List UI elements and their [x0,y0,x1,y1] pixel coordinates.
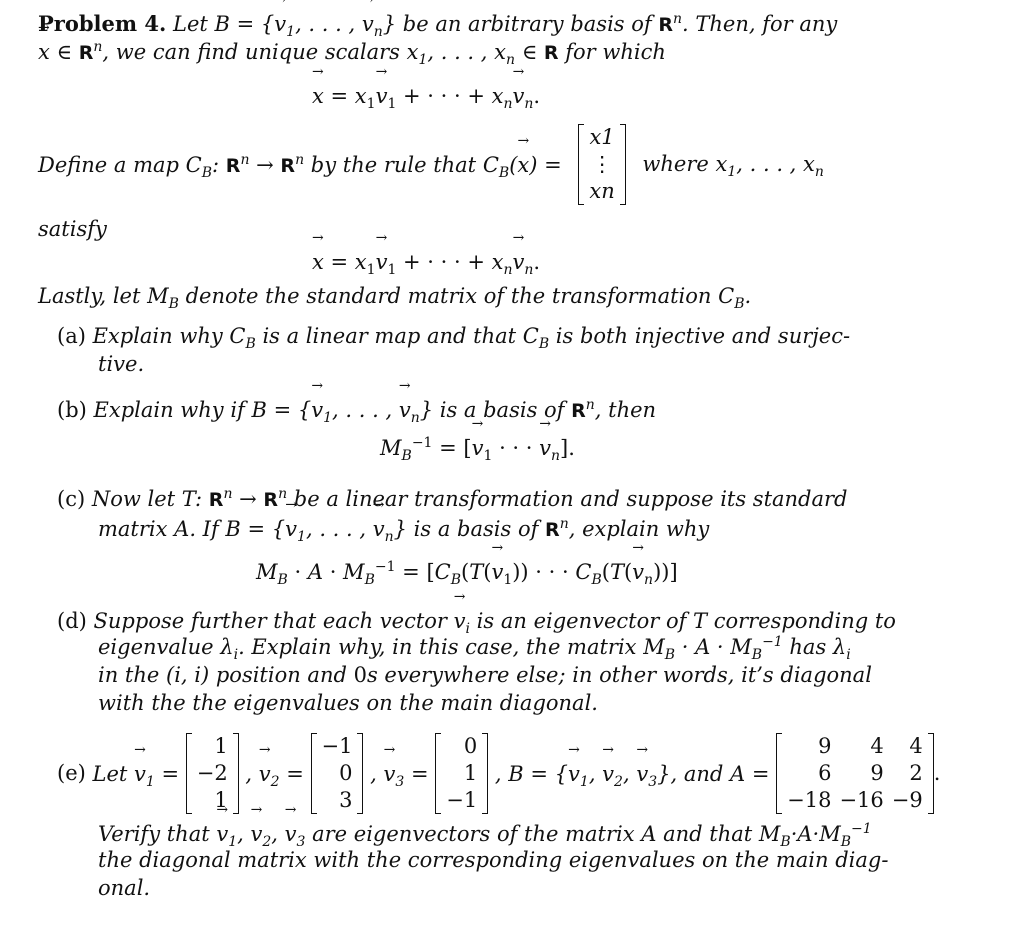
coordinate-vector: x1 ⋮ xn [578,124,625,205]
part-a-label: (a) [57,324,86,348]
part-e-line-3: the diagonal matrix with the corresponding eigenvalues on the main diag- [98,848,889,872]
part-d-line-3: in the (i, i) position and 0s everywhere else; in other words, it’s diagonal [98,663,872,687]
problem-intro-line-1: Problem 4. Let B = {→ $v_1$, . . . , → $v_n$} be an arbitrary basis of $R^n$. Then, for any [38,8,837,39]
part-b-label: (b) [57,398,87,422]
part-d-label: (d) [57,609,87,633]
part-d-line-4: with the the eigenvalues on the main diagonal. [98,691,598,715]
part-a-line-1: (a) Explain why $C_B$ is a linear map and that $C_B$ is both injective and surjec- [57,324,851,353]
equation-expansion-2: → $x = x_1\to v_1$ + · · · + $x_n\to v_n$. [312,246,540,276]
vector-v1: 1 −2 1 [186,733,239,814]
vector-v2: −1 0 3 [311,733,364,814]
part-c-equation: $M_B \cdot A \cdot M_B^{-1} = [C_B(T(\to v_1))$ · · · $C_B(T(\to v_n))$] [256,556,678,586]
part-c-line-2: matrix A. If B = {→ $v_1$, . . . , → $v_n$} is a basis of $R^n$, explain why [98,513,709,544]
part-d-line-1: (d) Suppose further that each vector → $v_i$ is an eigenvector of T corresponding to [57,605,896,635]
part-b-equation: $M_B^{-1}$ = [→ $v_1$ · · · → $v_n$]. [380,432,575,462]
equation-expansion-1: → $x = x_1\to v_1$ + · · · + $x_n\to v_n$. [312,80,540,110]
part-e-line-1: (e) Let → $v_1$ = 1 −2 1 , → $v_2$ = −1 0 3 , → $v_3$ = 0 1 −1 , B = {→ $v_1$, → $v_2$, → $v_3$}, and A = 9 4 4 6 9 2 −18 −16 −9 . [57,728,940,818]
part-b-line-1: (b) Explain why if B = {→ $v_1$, . . . , → $v_n$} is a basis of $R^n$, then [57,394,656,425]
part-e-line-2: Verify that → $v_1$, → $v_2$, → $v_3$ are eigenvectors of the matrix A and that $M_B\cdot A\cdot M_B^{-1}$ [98,818,872,848]
part-c-line-1: (c) Now let T: $R^n \to R^n$ be a linear transformation and suppose its standard [57,486,848,511]
satisfy-label: satisfy [38,217,107,241]
part-e-line-4: onal. [98,876,151,900]
lastly-line: Lastly, let $M_B$ denote the standard matrix of the transformation $C_B$. [38,284,752,313]
matrix-a: 9 4 4 6 9 2 −18 −16 −9 [776,733,934,814]
part-c-label: (c) [57,487,86,511]
problem-title: Problem 4. [38,11,167,36]
vector-v3: 0 1 −1 [435,733,488,814]
part-e-label: (e) [57,761,86,785]
part-a-line-2: tive. [98,352,145,376]
problem-intro-line-2: → x ∈ $R^n$, we can find unique scalars $x_1$, . . . , $x_n$ ∈ R for which [38,36,666,67]
part-d-line-2: eigenvalue $\lambda_i$. Explain why, in this case, the matrix $M_B \cdot A \cdot M_B^{-1}$ has $\lambda_i$ [98,634,851,664]
define-map-line: Define a map $C_B$: $R^n \to R^n$ by the rule that $C_B(\to x)$ = x1 ⋮ xn where $x_1$, . . . , $x_n$ [38,114,824,214]
